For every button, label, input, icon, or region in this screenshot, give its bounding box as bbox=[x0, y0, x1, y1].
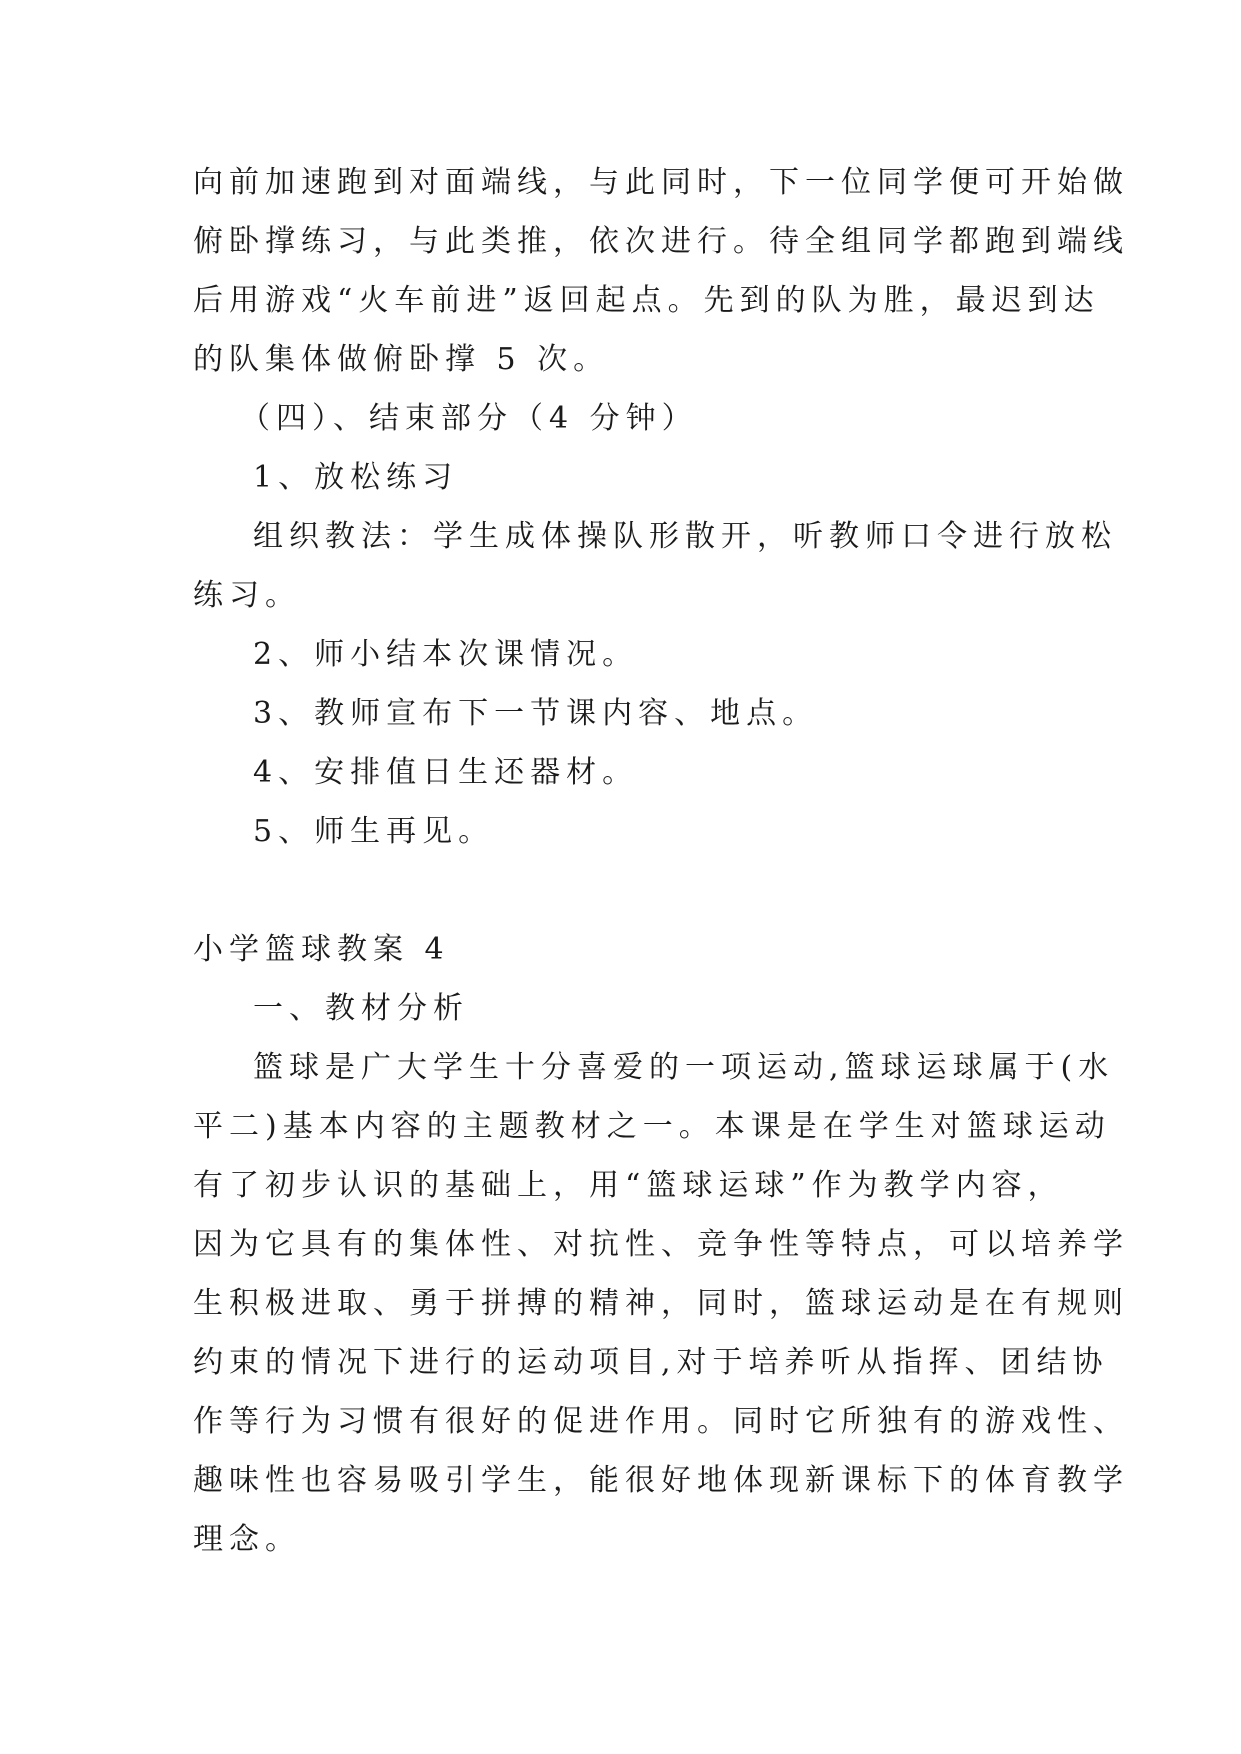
list-item: 4、安排值日生还器材。 bbox=[253, 755, 639, 790]
list-item: 3、教师宣布下一节课内容、地点。 bbox=[253, 696, 819, 731]
list-item: 2、师小结本次课情况。 bbox=[253, 637, 639, 672]
list-item: 1、放松练习 bbox=[253, 460, 459, 495]
paragraph-line: 练习。 bbox=[193, 578, 301, 613]
list-item: 5、师生再见。 bbox=[253, 814, 495, 849]
paragraph-line: 的队集体做俯卧撑 5 次。 bbox=[193, 342, 610, 377]
lesson-title: 小学篮球教案 4 bbox=[193, 932, 450, 967]
paragraph-line: 理念。 bbox=[193, 1522, 301, 1557]
paragraph-line: 后用游戏“火车前进”返回起点。先到的队为胜，最迟到达 bbox=[193, 283, 1100, 318]
section-subheading: 一、教材分析 bbox=[253, 991, 469, 1026]
section-heading: （四）、结束部分（4 分钟） bbox=[240, 401, 698, 436]
paragraph-line: 俯卧撑练习，与此类推，依次进行。待全组同学都跑到端线 bbox=[193, 224, 1129, 259]
paragraph-line: 有了初步认识的基础上，用“篮球运球”作为教学内容， bbox=[193, 1168, 1064, 1203]
paragraph-line: 平二)基本内容的主题教材之一。本课是在学生对篮球运动 bbox=[193, 1109, 1111, 1144]
paragraph-line: 约束的情况下进行的运动项目,对于培养听从指挥、团结协 bbox=[193, 1345, 1109, 1380]
paragraph-line: 作等行为习惯有很好的促进作用。同时它所独有的游戏性、 bbox=[193, 1404, 1129, 1439]
paragraph-line: 组织教法：学生成体操队形散开，听教师口令进行放松 bbox=[253, 519, 1117, 554]
paragraph-line: 趣味性也容易吸引学生，能很好地体现新课标下的体育教学 bbox=[193, 1463, 1129, 1498]
paragraph-line: 向前加速跑到对面端线，与此同时，下一位同学便可开始做 bbox=[193, 165, 1129, 200]
paragraph-line: 篮球是广大学生十分喜爱的一项运动,篮球运球属于(水 bbox=[253, 1050, 1115, 1085]
paragraph-line: 生积极进取、勇于拼搏的精神，同时，篮球运动是在有规则 bbox=[193, 1286, 1129, 1321]
paragraph-line: 因为它具有的集体性、对抗性、竞争性等特点，可以培养学 bbox=[193, 1227, 1129, 1262]
